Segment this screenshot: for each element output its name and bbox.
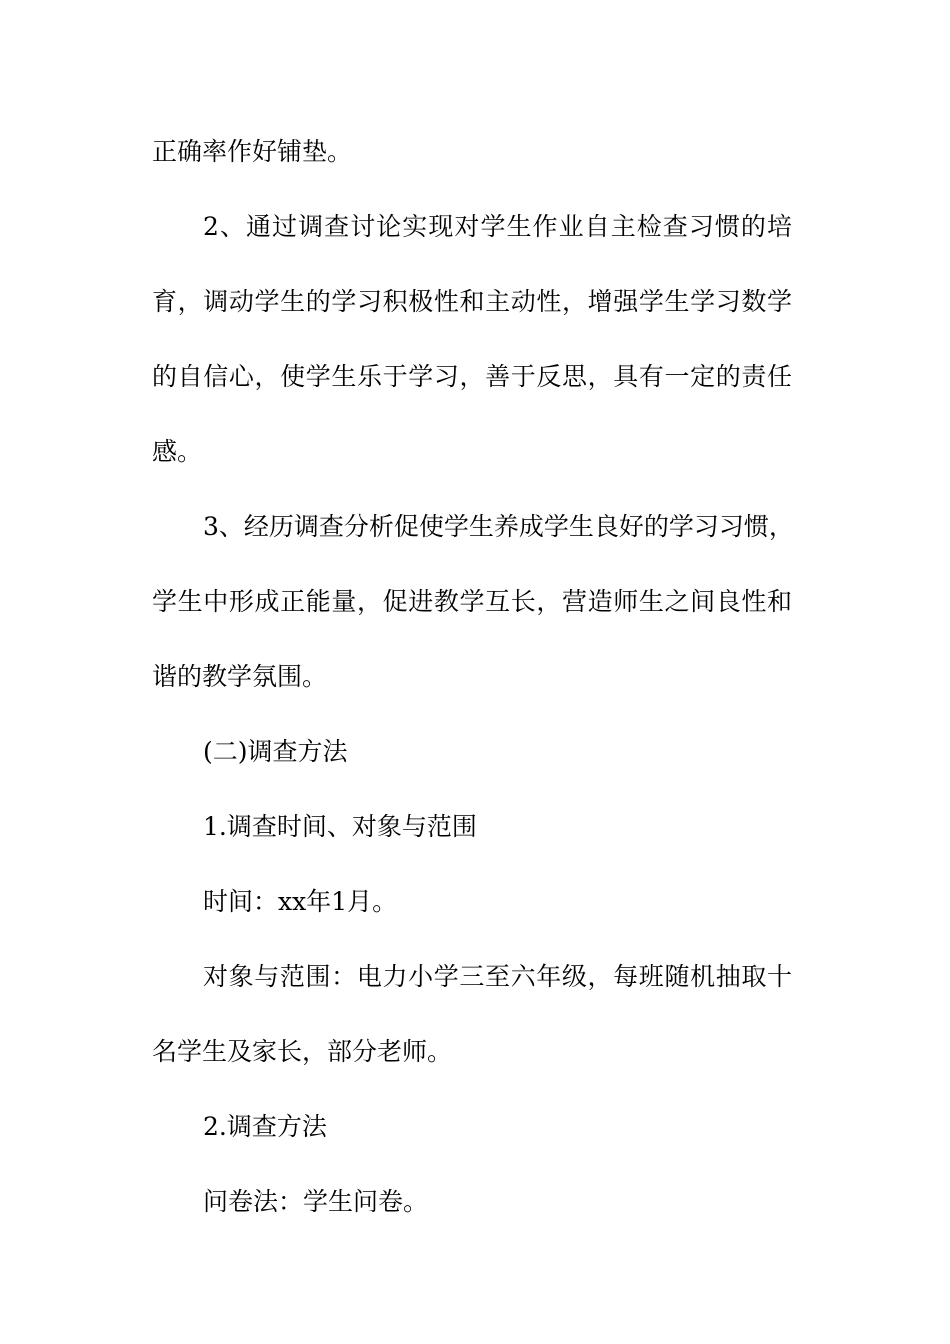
paragraph-line-8: 谐的教学氛围。: [152, 662, 328, 691]
scope-line-1: 对象与范围：电力小学三至六年级，每班随机抽取十: [203, 962, 792, 991]
subheading-time-scope: 1.调查时间、对象与范围: [203, 812, 477, 841]
paragraph-line-5: 感。: [152, 437, 203, 466]
paragraph-line-7: 学生中形成正能量，促进教学互长，营造师生之间良性和: [152, 587, 792, 616]
scope-line-2: 名学生及家长，部分老师。: [152, 1037, 453, 1066]
paragraph-line-6: 3、经历调查分析促使学生养成学生良好的学习习惯，: [203, 512, 794, 541]
paragraph-line-1: 正确率作好铺垫。: [152, 137, 353, 166]
paragraph-line-2: 2、通过调查讨论实现对学生作业自主检查习惯的培: [203, 212, 792, 241]
section-heading-methods: (二)调查方法: [203, 737, 348, 766]
questionnaire-line: 问卷法：学生问卷。: [203, 1187, 429, 1216]
paragraph-line-4: 的自信心，使学生乐于学习，善于反思，具有一定的责任: [152, 362, 792, 391]
time-line: 时间：xx年1月。: [203, 887, 398, 916]
subheading-method: 2.调查方法: [203, 1112, 327, 1141]
paragraph-line-3: 育，调动学生的学习积极性和主动性，增强学生学习数学: [152, 287, 792, 316]
